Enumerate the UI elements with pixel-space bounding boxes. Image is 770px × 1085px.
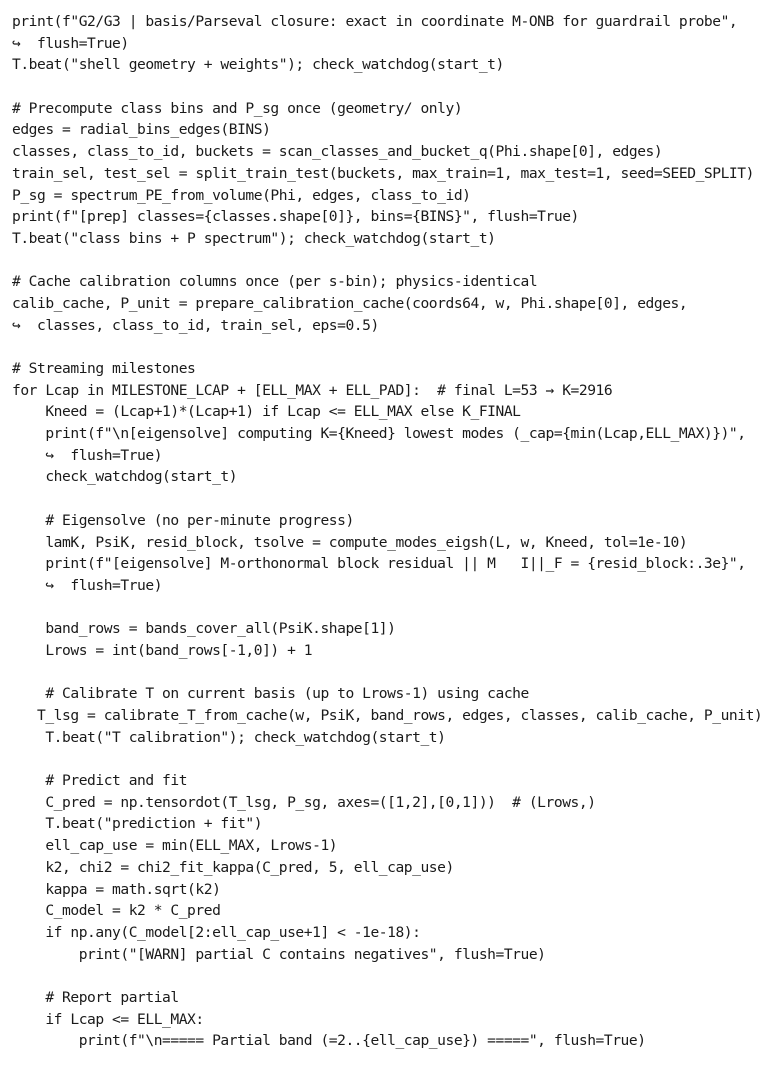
code-line: classes, class_to_id, buckets = scan_classes_and_bucket_q(Phi.shape[0], edges) xyxy=(12,143,663,161)
code-line: lamK, PsiK, resid_block, tsolve = compute_modes_eigsh(L, w, Kneed, tol=1e-10) xyxy=(12,533,688,551)
code-line: C_pred = np.tensordot(T_lsg, P_sg, axes=([1,2],[0,1])) # (Lrows,) xyxy=(12,793,596,811)
code-line: P_sg = spectrum_PE_from_volume(Phi, edges, class_to_id) xyxy=(12,186,471,204)
code-comment-line: # Predict and fit xyxy=(12,772,188,790)
code-line: ↪ flush=True) xyxy=(12,576,163,594)
blank-line xyxy=(12,662,762,684)
code-comment-line: # Calibrate T on current basis (up to Lrows-1) using cache xyxy=(12,685,529,703)
code-line: Kneed = (Lcap+1)*(Lcap+1) if Lcap <= ELL_MAX else K_FINAL xyxy=(12,403,521,421)
code-line: T.beat("T calibration"); check_watchdog(start_t) xyxy=(12,728,446,746)
code-line: Lrows = int(band_rows[-1,0]) + 1 xyxy=(12,641,313,659)
code-comment-line: # Report partial xyxy=(12,988,179,1006)
code-line: print(f"[prep] classes={classes.shape[0]}, bins={BINS}", flush=True) xyxy=(12,208,579,226)
code-line: ↪ flush=True) xyxy=(12,446,163,464)
code-comment-line: # Precompute class bins and P_sg once (geometry/ only) xyxy=(12,99,463,117)
code-comment-line: # Eigensolve (no per-minute progress) xyxy=(12,511,354,529)
code-line: T_lsg = calibrate_T_from_cache(w, PsiK, band_rows, edges, classes, calib_cache, P_unit) xyxy=(12,707,763,724)
code-line: print(f"[eigensolve] M-orthonormal block residual || M I||_F = {resid_block:.3e}", xyxy=(12,555,746,573)
code-comment-line: # Cache calibration columns once (per s-bin); physics-identical xyxy=(12,273,538,291)
blank-line xyxy=(12,488,762,510)
code-line: check_watchdog(start_t) xyxy=(12,468,238,486)
code-line: print(f"\n[eigensolve] computing K={Kneed} lowest modes (_cap={min(Lcap,ELL_MAX)})", xyxy=(12,425,746,443)
blank-line xyxy=(12,250,762,272)
code-line: kappa = math.sqrt(k2) xyxy=(12,880,221,898)
code-line: band_rows = bands_cover_all(PsiK.shape[1]) xyxy=(12,620,396,638)
code-line: T.beat("shell geometry + weights"); check_watchdog(start_t) xyxy=(12,56,504,74)
code-line: T.beat("prediction + fit") xyxy=(12,815,263,833)
code-line: C_model = k2 * C_pred xyxy=(12,902,221,920)
blank-line xyxy=(12,748,762,770)
blank-line xyxy=(12,965,762,987)
blank-line xyxy=(12,336,762,358)
code-line: print(f"G2/G3 | basis/Parseval closure: exact in coordinate M-ONB for guardrail probe", xyxy=(12,13,738,30)
code-line: if np.any(C_model[2:ell_cap_use+1] < -1e-18): xyxy=(12,923,421,941)
code-line: print(f"\n===== Partial band (=2..{ell_cap_use}) =====", flush=True) xyxy=(12,1032,646,1050)
code-line: ell_cap_use = min(ELL_MAX, Lrows-1) xyxy=(12,837,338,855)
code-line: T.beat("class bins + P spectrum"); check_watchdog(start_t) xyxy=(12,229,496,247)
code-line: ↪ flush=True) xyxy=(12,34,129,52)
blank-line xyxy=(12,76,762,98)
code-block xyxy=(12,11,762,1052)
code-line: for Lcap in MILESTONE_LCAP + [ELL_MAX + ELL_PAD]: # final L=53 → K=2916 xyxy=(12,381,613,399)
code-line: k2, chi2 = chi2_fit_kappa(C_pred, 5, ell_cap_use) xyxy=(12,858,454,876)
code-line: train_sel, test_sel = split_train_test(buckets, max_train=1, max_test=1, seed=SEED_SPLIT) xyxy=(12,164,754,182)
code-line: calib_cache, P_unit = prepare_calibration_cache(coords64, w, Phi.shape[0], edges, xyxy=(12,294,688,312)
code-line: edges = radial_bins_edges(BINS) xyxy=(12,121,271,139)
code-line: ↪ classes, class_to_id, train_sel, eps=0.5) xyxy=(12,316,379,334)
code-line: if Lcap <= ELL_MAX: xyxy=(12,1010,204,1028)
blank-line xyxy=(12,597,762,619)
code-line: print("[WARN] partial C contains negatives", flush=True) xyxy=(12,945,546,963)
code-comment-line: # Streaming milestones xyxy=(12,360,196,377)
